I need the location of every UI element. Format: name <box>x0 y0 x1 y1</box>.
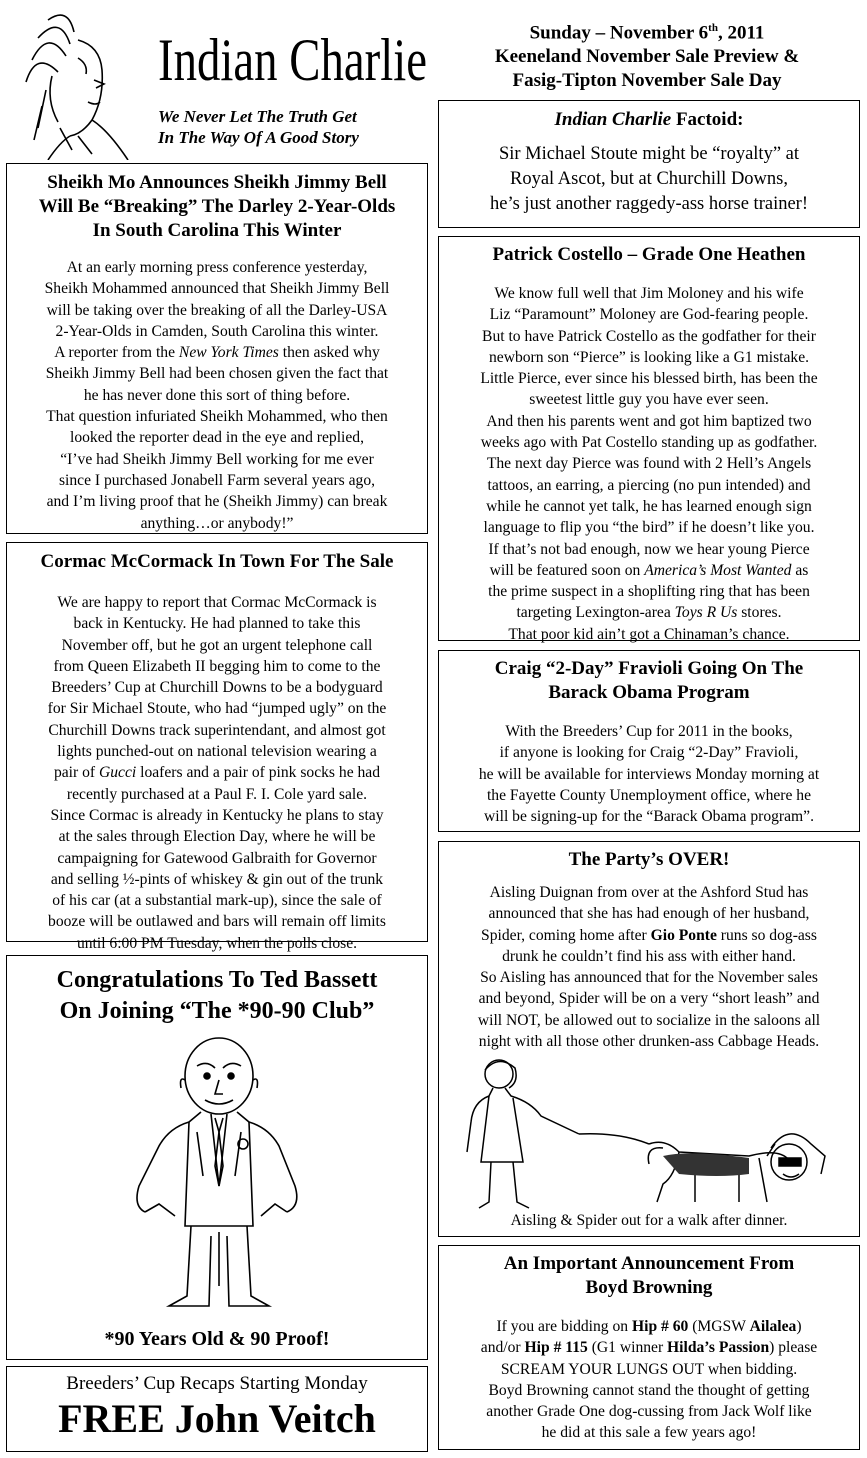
headline-line: On Joining “The *90-90 Club” <box>59 998 375 1024</box>
text-run-bold: Gio Ponte <box>650 926 717 944</box>
text-run: loafers and a pair of pink socks he had <box>136 764 381 782</box>
text-line: if anyone is looking for Craig “2-Day” Fravioli, <box>499 744 799 762</box>
text-line <box>449 1337 849 1358</box>
text-line: Churchill Downs track superintendant, and almost got <box>48 721 386 739</box>
party-article <box>438 841 860 1237</box>
text-line: Since Cormac is already in Kentucky he plans to stay <box>50 806 384 824</box>
text-line: weeks ago with Pat Costello standing up as godfather. <box>480 434 818 452</box>
cormac-article <box>6 542 428 952</box>
indian-chief-logo <box>8 10 150 160</box>
text-line: November off, but he got an urgent telephone call <box>61 636 373 654</box>
text-line: the prime suspect in a shoplifting ring that has been <box>488 583 810 601</box>
headline-line: An Important Announcement From <box>503 1253 795 1274</box>
tagline-line: In The Way Of A Good Story <box>158 128 359 147</box>
text-line: until 6:00 PM Tuesday, when the polls close. <box>76 934 358 952</box>
text-line: Sheikh Mohammed announced that Sheikh Jimmy Bell <box>44 280 390 298</box>
sheikh-article <box>6 163 428 534</box>
text-line <box>17 762 417 783</box>
text-line: SCREAM YOUR LUNGS OUT when bidding. <box>500 1360 798 1378</box>
veitch-banner <box>6 1366 428 1452</box>
text-line: Boyd Browning cannot stand the thought of getting <box>488 1381 810 1399</box>
text-line: language to flip you “the bird” if he doesn’t like you. <box>483 519 815 537</box>
text-run: and/or <box>480 1339 525 1357</box>
text-line: We are happy to report that Cormac McCormack is <box>57 594 377 611</box>
article-body <box>17 257 417 534</box>
tagline-line: We Never Let The Truth Get <box>158 107 357 126</box>
text-line: Breeders’ Cup at Churchill Downs to be a bodyguard <box>51 679 383 697</box>
article-headline <box>7 965 427 1027</box>
text-line: But to have Patrick Costello as the godfather for their <box>482 327 816 345</box>
text-line: from Queen Elizabeth II begging him to come to the <box>53 657 381 675</box>
text-line: We know full well that Jim Moloney and his wife <box>494 285 804 302</box>
text-run-bold: Hilda’s Passion <box>667 1339 770 1357</box>
text-line: Liz “Paramount” Moloney are God-fearing people. <box>489 306 809 324</box>
text-run: runs so dog-ass <box>716 926 817 944</box>
text-line: another Grade One dog-cussing from Jack Wolf like <box>486 1403 812 1421</box>
text-line: and beyond, Spider will be on a very “short leash” and <box>478 990 820 1008</box>
factoid-title-rest: Factoid: <box>671 109 744 130</box>
text-run: then asked why <box>278 344 380 362</box>
bassett-caption: *90 Years Old & 90 Proof! <box>104 1328 330 1350</box>
text-line: and I’m living proof that he (Sheikh Jimmy) can break <box>46 493 388 511</box>
dog-body <box>663 1153 749 1176</box>
text-line: So Aisling has announced that for the November sales <box>480 969 818 987</box>
text-line <box>449 602 849 623</box>
masthead-tagline <box>158 106 428 148</box>
headline-line: Craig “2-Day” Fravioli Going On The <box>494 658 804 679</box>
article-headline <box>445 1252 853 1300</box>
sale-line: Keeneland November Sale Preview & <box>494 46 800 68</box>
article-body <box>449 283 849 645</box>
text-line: That poor kid ain’t got a Chinaman’s chance. <box>508 625 790 643</box>
text-line: will NOT, be allowed out to socialize in the saloons all <box>477 1011 821 1029</box>
text-line: At an early morning press conference yesterday, <box>66 259 368 276</box>
article-body <box>17 592 417 954</box>
text-line: announced that she has had enough of her husband, <box>488 905 810 923</box>
text-run: If you are bidding on <box>496 1318 632 1335</box>
text-run: Spider, coming home after <box>481 926 651 944</box>
text-line: booze will be outlawed and bars will remain off limits <box>48 913 386 931</box>
text-line: tattoos, an earring, a piercing (no pun intended) and <box>487 476 811 494</box>
text-line: campaigning for Gatewood Galbraith for Governor <box>57 849 377 867</box>
text-line: lights punched-out on national television wearing a <box>57 743 377 761</box>
article-headline: Cormac McCormack In Town For The Sale <box>40 551 394 572</box>
text-line: recently purchased at a Paul F. I. Cole yard sale. <box>66 785 368 803</box>
text-line: he’s just another raggedy-ass horse trainer! <box>490 194 808 214</box>
text-line: back in Kentucky. He had planned to take this <box>73 615 361 633</box>
text-run: ) <box>796 1318 802 1335</box>
fravioli-article <box>438 650 860 832</box>
dateline <box>440 16 854 93</box>
text-line: looked the reporter dead in the eye and replied, <box>70 429 364 447</box>
text-line: That question infuriated Sheikh Mohammed, who then <box>46 408 388 426</box>
text-run: targeting Lexington-area <box>516 604 675 622</box>
text-line <box>449 925 849 946</box>
text-line: he did at this sale a few years ago! <box>541 1424 757 1442</box>
text-line: he has never done this sort of thing before. <box>83 386 351 404</box>
recaps-line: Breeders’ Cup Recaps Starting Monday <box>66 1373 368 1394</box>
text-line <box>17 342 417 363</box>
text-line: night with all those other drunken-ass Cabbage Heads. <box>478 1033 820 1051</box>
text-line: Sir Michael Stoute might be “royalty” at <box>498 144 800 164</box>
free-veitch-headline: FREE John Veitch <box>58 1396 376 1441</box>
text-line: at the sales through Election Day, where he will be <box>58 828 376 846</box>
headline-line: Congratulations To Ted Bassett <box>56 967 378 993</box>
text-line: If that’s not bad enough, now we hear young Pierce <box>488 540 810 558</box>
ted-bassett-caricature <box>119 1036 319 1316</box>
article-headline: The Party’s OVER! <box>568 849 730 870</box>
text-run: stores. <box>737 604 782 622</box>
headline-line: Sheikh Mo Announces Sheikh Jimmy Bell <box>47 172 387 193</box>
text-run-italic: Gucci <box>99 764 137 782</box>
text-line: Aisling Duignan from over at the Ashford Stud has <box>489 884 809 901</box>
text-run-italic: Toys R Us <box>674 604 738 622</box>
date-line <box>440 16 854 45</box>
text-line: sweetest little guy you have ever seen. <box>529 391 769 409</box>
factoid-box <box>438 100 860 228</box>
text-run: (G1 winner <box>587 1339 668 1357</box>
text-line: Little Pierce, ever since his blessed birth, has been the <box>480 370 818 388</box>
text-line: “I’ve had Sheikh Jimmy Bell working for me ever <box>60 450 374 468</box>
text-line: 2-Year-Olds in Camden, South Carolina this winter. <box>55 322 379 340</box>
costello-article <box>438 236 860 641</box>
text-line: newborn son “Pierce” is looking like a G1 mistake. <box>488 348 810 366</box>
text-line: With the Breeders’ Cup for 2011 in the books, <box>505 723 793 740</box>
text-line: Sheikh Jimmy Bell had been chosen given the fact that <box>45 365 389 383</box>
text-line: for Sir Michael Stoute, who had “jumped ugly” on the <box>47 700 387 718</box>
date-text: Sunday – November 6 <box>529 22 709 44</box>
text-run: A reporter from the <box>54 344 179 362</box>
browning-article <box>438 1245 860 1450</box>
text-line: since I purchased Jonabell Farm several years ago, <box>58 471 376 489</box>
text-run-bold: Hip # 60 <box>632 1318 689 1335</box>
text-run-bold: Hip # 115 <box>524 1339 588 1357</box>
text-run: ) please <box>769 1339 818 1357</box>
text-line: the Fayette County Unemployment office, where he <box>486 786 812 804</box>
sale-line: Fasig-Tipton November Sale Day <box>512 70 782 92</box>
text-line: he will be available for interviews Monday morning at <box>478 765 820 783</box>
text-line: will be taking over the breaking of all the Darley-USA <box>46 301 388 319</box>
bassett-article <box>6 955 428 1360</box>
factoid-text <box>449 142 849 217</box>
article-body <box>449 1316 849 1444</box>
text-run-bold: Ailalea <box>749 1318 797 1335</box>
text-run: (MGSW <box>688 1318 750 1335</box>
headline-line: In South Carolina This Winter <box>92 220 342 241</box>
text-line: while he cannot yet talk, he has learned enough sign <box>486 497 812 515</box>
text-line: and selling ½-pints of whiskey & gin out of the trunk <box>50 870 384 888</box>
text-run-italic: New York Times <box>178 344 279 362</box>
article-headline: Patrick Costello – Grade One Heathen <box>492 244 806 265</box>
text-line: anything…or anybody!” <box>140 514 294 532</box>
text-line: Royal Ascot, but at Churchill Downs, <box>510 169 788 189</box>
date-ordinal: th <box>708 22 718 34</box>
text-line: And then his parents went and got him baptized two <box>486 412 812 430</box>
text-run: will be featured soon on <box>489 561 645 579</box>
factoid-title-italic: Indian Charlie <box>554 109 672 130</box>
text-line: The next day Pierce was found with 2 Hell’s Angels <box>486 455 812 473</box>
text-run-italic: America’s Most Wanted <box>644 561 792 579</box>
headline-line: Will Be “Breaking” The Darley 2-Year-Olds <box>38 196 396 217</box>
text-run: pair of <box>53 764 99 782</box>
headline-line: Barack Obama Program <box>548 682 750 703</box>
text-run: as <box>791 561 809 579</box>
date-year: , 2011 <box>717 22 765 44</box>
text-line: will be signing-up for the “Barack Obama program”. <box>484 808 814 826</box>
text-line: of his car (at a substantial mark-up), since the sale of <box>52 892 382 910</box>
text-line <box>449 560 849 581</box>
woman-walking-dog-cartoon <box>449 1052 849 1212</box>
article-headline <box>13 171 421 243</box>
masthead-title: Indian Charlie <box>158 27 428 93</box>
article-headline <box>445 657 853 705</box>
factoid-title <box>445 108 853 132</box>
party-caption: Aisling & Spider out for a walk after dinner. <box>510 1212 788 1229</box>
text-line: drunk he couldn’t find his ass with either hand. <box>502 947 796 965</box>
text-line <box>449 1316 849 1337</box>
headline-line: Boyd Browning <box>585 1277 713 1298</box>
article-body <box>449 721 849 827</box>
article-body <box>449 882 849 1052</box>
